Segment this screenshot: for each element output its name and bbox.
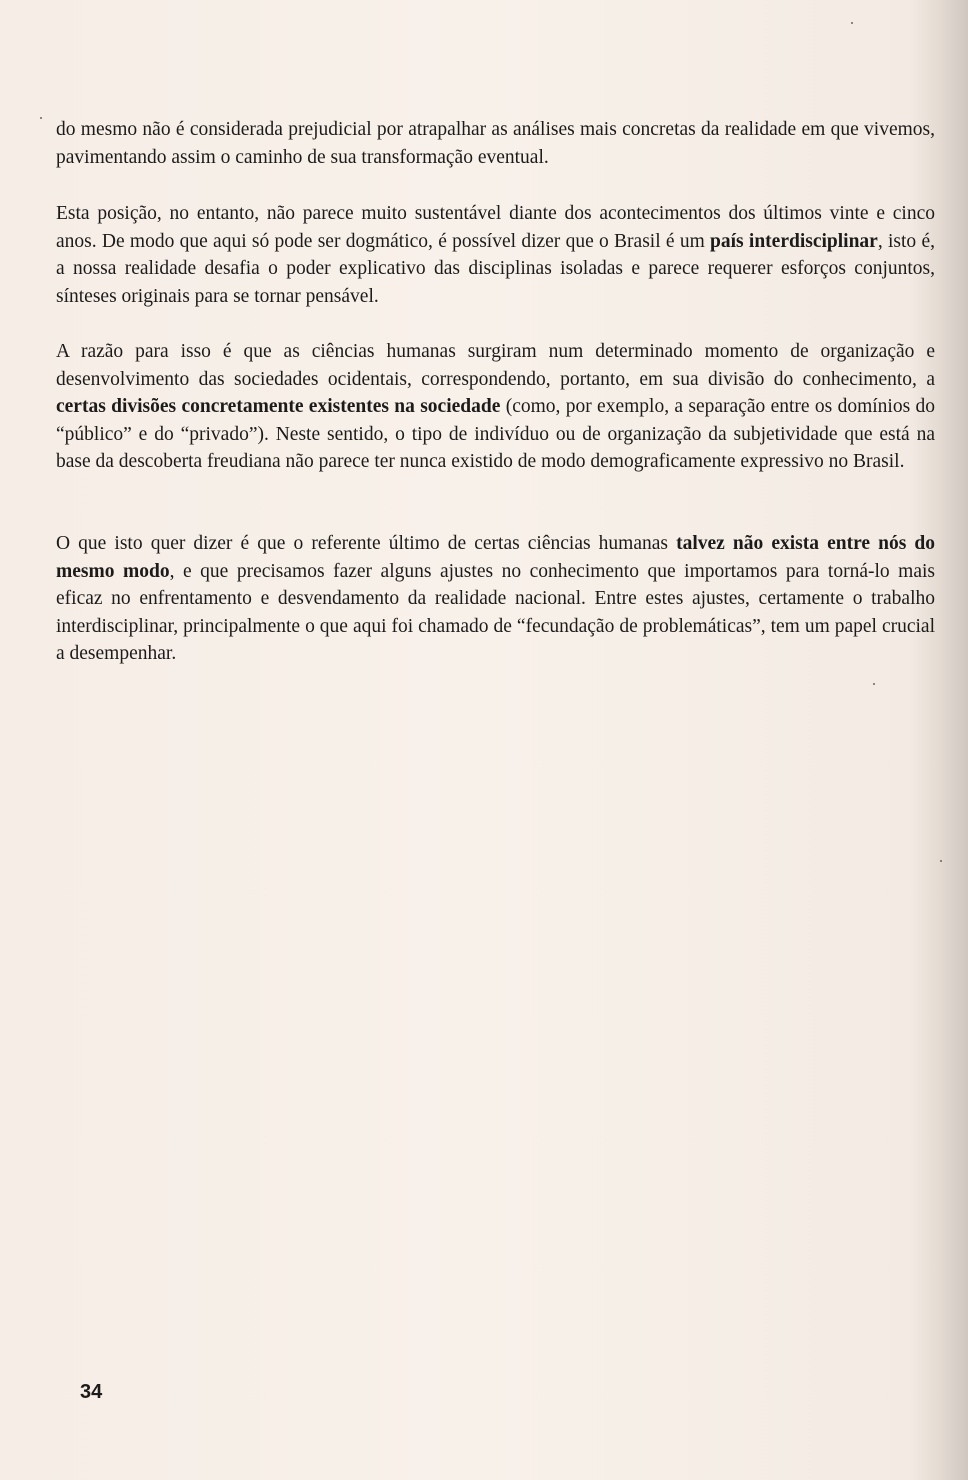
speck-mark (873, 683, 875, 685)
paragraph-text (56, 116, 935, 171)
text-run: (como, por exemplo, a separação entre os domínios do “público” e do “privado”). Neste sentido, o tipo de indivíduo ou de organização da subjetividade que está na base da descoberta freudiana não parece ter nunca existido de modo demograficamente expressivo no Brasil. (56, 396, 935, 473)
text-run: O que isto quer dizer é que o referente último de certas ciências humanas (56, 533, 677, 554)
paragraph-1 (56, 116, 935, 171)
text-run: Esta posição, no entanto, não parece muito sustentável diante dos acontecimentos dos últimos vinte e cinco anos. De modo que aqui só pode ser dogmático, é possível dizer que o Brasil é um (56, 203, 935, 252)
text-run: , e que precisamos fazer alguns ajustes no conhecimento que importamos para torná-lo mais eficaz no enfrentamento e desvendamento da realidade nacional. Entre estes ajustes, certamente o trabalho interdisciplinar, principalmente o que aqui foi chamado de “fecundação de problemáticas”, tem um papel crucial a desempenhar. (56, 560, 935, 665)
speck-mark (851, 22, 853, 24)
text-run: , isto é, a nossa realidade desafia o poder explicativo das disciplinas isoladas e parece requerer esforços conjuntos, sínteses originais para se tornar pensável. (56, 230, 935, 307)
bold-text: país interdisciplinar (710, 230, 878, 252)
paragraph-text (56, 530, 935, 668)
paragraph-4 (56, 530, 935, 668)
bold-text: talvez não exista entre nós do mesmo modo (56, 533, 935, 582)
speck-mark (40, 117, 42, 119)
bold-text: certas divisões concretamente existentes na sociedade (56, 396, 501, 418)
text-run: A razão para isso é que as ciências humanas surgiram num determinado momento de organização e desenvolvimento das sociedades ocidentais, correspondendo, portanto, em sua divisão do conhecimento, a (56, 341, 935, 390)
paragraph-2 (56, 200, 935, 310)
paragraph-text (56, 200, 935, 310)
page-number: 34 (80, 1381, 103, 1403)
text-run: do mesmo não é considerada prejudicial por atrapalhar as análises mais concretas da realidade em que vivemos, pavimentando assim o caminho de sua transformação eventual. (56, 119, 935, 168)
paragraph-text (56, 338, 935, 476)
speck-mark (940, 860, 942, 862)
paragraph-3 (56, 338, 935, 476)
